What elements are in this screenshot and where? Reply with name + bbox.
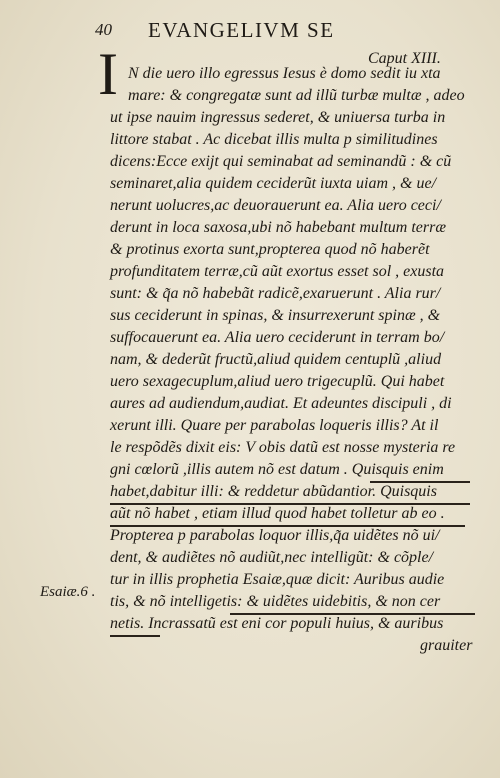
margin-note: Esaiæ.6 . — [40, 584, 96, 600]
text-line: aũt nõ habet , etiam illud quod habet tolletur ab eo . — [110, 505, 445, 522]
text-line: uero sexagecuplum,aliud uero trigecuplũ. Qui habet — [110, 373, 445, 390]
text-line: le respõdẽs dixit eis: V obis datũ est nosse mysteria re — [110, 439, 456, 456]
text-line: littore stabat . Ac dicebat illis multa p similitudines — [110, 131, 438, 148]
text-line: tur in illis prophetia Esaiæ,quæ dicit: Auribus audie — [110, 571, 445, 588]
text-line: suffocauerunt ea. Alia uero ceciderunt in terram bo/ — [110, 329, 445, 346]
text-line: sunt: & q̃a nõ habebãt radicẽ,exaruerunt . Alia rur/ — [110, 285, 441, 302]
handwritten-underline — [230, 613, 475, 615]
text-line: grauiter — [420, 637, 473, 654]
text-line: mare: & congregatæ sunt ad illũ turbæ multæ , adeo — [128, 87, 465, 104]
running-head: EVANGELIVM SE — [148, 18, 335, 42]
text-line: xerunt illi. Quare per parabolas loqueris illis? At il — [110, 417, 439, 434]
text-line: aures ad audiendum,audiat. Et adeuntes discipuli , di — [110, 395, 452, 412]
text-line: dicens:Ecce exijt qui seminabat ad seminandũ : & cũ — [110, 153, 452, 170]
handwritten-underline — [110, 503, 470, 505]
text-line: netis. Incrassatũ est eni cor populi huius, & auribus — [110, 615, 444, 632]
text-line: habet,dabitur illi: & reddetur abũdantior. Quisquis — [110, 483, 437, 500]
text-line: derunt in loca saxosa,ubi nõ habebant multum terræ — [110, 219, 446, 236]
text-line: nam, & dederũt fructũ,aliud quidem centuplũ ,aliud — [110, 351, 442, 368]
handwritten-underline — [110, 635, 160, 637]
text-line: nerunt uolucres,ac deuorauerunt ea. Alia uero ceci/ — [110, 197, 441, 214]
page-number: 40 — [95, 20, 112, 39]
text-line: & protinus exorta sunt,propterea quod nõ haberẽt — [110, 241, 430, 258]
handwritten-underline — [110, 525, 465, 527]
text-line: sus ceciderunt in spinas, & insurrexerunt spinæ , & — [110, 307, 441, 324]
text-line: dent, & audiẽtes nõ audiũt,nec intelligũt: & cõple/ — [110, 549, 434, 566]
text-line: tis, & nõ intelligetis: & uidẽtes uidebitis, & non cer — [110, 593, 441, 610]
text-line: N die uero illo egressus Iesus è domo sedit iu xta — [128, 65, 441, 82]
text-line: ut ipse nauim ingressus sederet, & uniuersa turba in — [110, 109, 446, 126]
text-line: Propterea p parabolas loquor illis,q̃a uidẽtes nõ ui/ — [110, 527, 440, 544]
text-line: profunditatem terræ,cũ aũt exortus esset sol , exusta — [110, 263, 445, 280]
chapter-heading: Caput XIII. — [368, 50, 441, 67]
drop-cap-initial: I — [98, 41, 118, 107]
text-line: gni cœlorũ ,illis autem nõ est datum . Quisquis enim — [110, 461, 444, 478]
handwritten-underline — [370, 481, 470, 483]
text-line: seminaret,alia quidem ceciderũt iuxta uiam , & ue/ — [110, 175, 437, 192]
